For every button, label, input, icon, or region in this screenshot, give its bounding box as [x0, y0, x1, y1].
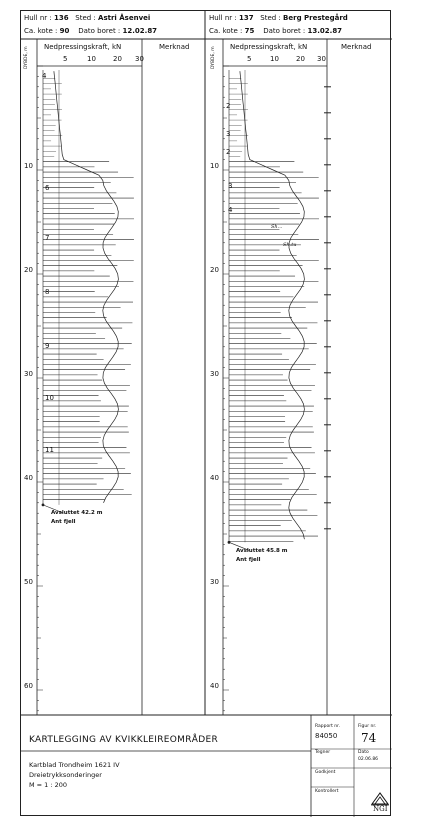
date-label: Dato — [358, 750, 369, 755]
right-depth-label: 30 — [210, 370, 219, 378]
right-depth-label: 40 — [210, 682, 219, 690]
right-scale-tick: 5 — [247, 55, 252, 63]
left-layer-mark: 7 — [45, 234, 50, 242]
sheet-line-1: Kartblad Trondheim 1621 IV — [29, 761, 120, 769]
right-force-header: Nedpressingskraft, kN — [230, 43, 308, 51]
right-remark-header: Merknad — [341, 43, 372, 51]
right-end-note: Avsluttet 45.8 m — [236, 548, 288, 554]
right-scale-tick: 30 — [317, 55, 326, 63]
right-layer-mark: 3 — [226, 130, 231, 138]
left-remark-header: Merknad — [159, 43, 190, 51]
left-depth-label: 20 — [24, 266, 33, 274]
report-number: 84050 — [315, 732, 338, 740]
left-depth-label: 10 — [24, 162, 33, 170]
left-end-marker — [42, 503, 45, 506]
right-depth-label: 20 — [210, 266, 219, 274]
left-layer-mark: 8 — [45, 288, 50, 296]
logo-text: NGI — [373, 805, 388, 813]
left-scale-tick: 30 — [135, 55, 144, 63]
left-depth-label: 60 — [24, 682, 33, 690]
right-hand-note: Sh.tu — [283, 242, 297, 248]
right-force-curve — [240, 71, 305, 539]
right-layer-mark: 2 — [226, 102, 231, 110]
right-layer-mark: 3 — [228, 182, 233, 190]
figure-number: 74 — [361, 731, 377, 745]
right-layer-mark: 4 — [228, 206, 233, 214]
right-hole-line: Hull nr : 137 Sted : Berg Prestegård — [209, 14, 348, 22]
left-force-header: Nedpressingskraft, kN — [44, 43, 122, 51]
right-scale-tick: 20 — [296, 55, 305, 63]
left-depth-label: 30 — [24, 370, 33, 378]
right-end-note-2: Ant fjell — [236, 557, 261, 563]
right-hand-note: Sh... — [271, 224, 283, 230]
sheet-line-3: M = 1 : 200 — [29, 781, 68, 789]
right-elev-line: Ca. kote : 75 Dato boret : 13.02.87 — [209, 27, 343, 35]
drawing-sheet — [20, 10, 391, 816]
ngi-logo — [370, 790, 390, 816]
left-elev-line: Ca. kote : 90 Dato boret : 12.02.87 — [24, 27, 158, 35]
right-layer-mark: 2 — [226, 148, 231, 156]
left-scale-tick: 10 — [87, 55, 96, 63]
left-depth-header: DYBDE, m — [24, 46, 29, 69]
approved-label: Godkjent — [315, 770, 336, 775]
title-block-title: KARTLEGGING AV KVIKKLEIREOMRÅDER — [29, 735, 219, 745]
left-layer-mark: 4 — [42, 72, 47, 80]
left-depth-label: 40 — [24, 474, 33, 482]
left-scale-tick: 5 — [63, 55, 68, 63]
left-hole-line: Hull nr : 136 Sted : Astri Åsenvei — [24, 14, 151, 22]
right-end-marker — [228, 541, 231, 544]
drawn-label: Tegner — [315, 750, 331, 755]
left-depth-label: 50 — [24, 578, 33, 586]
report-label: Rapport nr. — [315, 724, 341, 729]
figure-label: Figur nr. — [358, 724, 377, 729]
date-value: 02.06.86 — [358, 757, 379, 762]
right-depth-label: 10 — [210, 162, 219, 170]
right-depth-label: 30 — [210, 578, 219, 586]
left-end-note: Avsluttet 42.2 m — [51, 510, 103, 516]
left-scale-tick: 20 — [113, 55, 122, 63]
sheet-lines — [21, 11, 392, 817]
left-layer-mark: 9 — [45, 342, 50, 350]
left-layer-mark: 10 — [45, 394, 54, 402]
sheet-line-2: Dreietrykksonderinger — [29, 771, 102, 779]
left-layer-mark: 11 — [45, 446, 54, 454]
right-depth-header: DYBDE, m — [211, 46, 216, 69]
left-end-note-2: Ant fjell — [51, 519, 76, 525]
right-scale-tick: 10 — [270, 55, 279, 63]
right-depth-label: 40 — [210, 474, 219, 482]
checked-label: Kontrollert — [315, 789, 339, 794]
left-layer-mark: 6 — [45, 184, 50, 192]
left-force-curve — [54, 71, 119, 503]
